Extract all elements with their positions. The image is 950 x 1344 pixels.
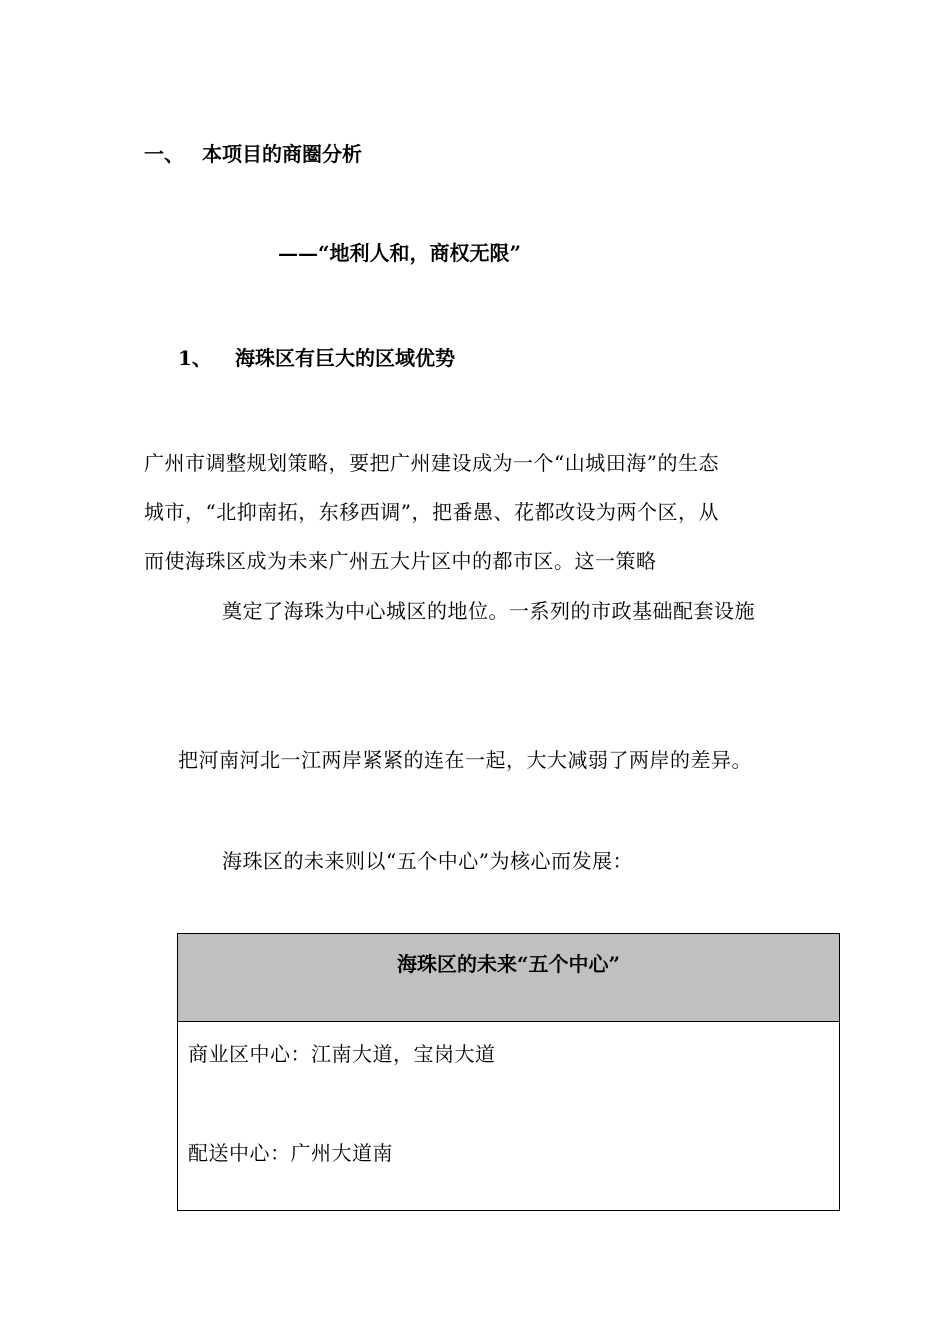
table-header-text: 海珠区的未来“五个中心” bbox=[396, 952, 620, 976]
paragraph: 把河南河北一江两岸紧紧的连在一起，大大减弱了两岸的差异。 bbox=[178, 748, 752, 772]
subsection-title: 海珠区有巨大的区域优势 bbox=[235, 346, 455, 370]
paragraph-line: 城市，“北抑南拓，东移西调”，把番愚、花都改设为两个区，从 bbox=[144, 500, 719, 524]
section-title: 本项目的商圈分析 bbox=[202, 142, 362, 166]
five-centers-table bbox=[177, 933, 840, 1211]
subsection-number: 1、 bbox=[178, 346, 212, 370]
table-item: 商业区中心：江南大道，宝岗大道 bbox=[188, 1042, 496, 1066]
section-heading bbox=[144, 138, 362, 167]
paragraph: 海珠区的未来则以“五个中心”为核心而发展： bbox=[222, 849, 633, 873]
section-number: 一、 bbox=[144, 142, 184, 166]
table-header bbox=[178, 934, 839, 1022]
subsection-heading bbox=[178, 342, 455, 371]
paragraph-line: 奠定了海珠为中心城区的地位。一系列的市政基础配套设施 bbox=[222, 599, 755, 623]
paragraph-line: 而使海珠区成为未来广州五大片区中的都市区。这一策略 bbox=[144, 549, 657, 573]
paragraph-line: 广州市调整规划策略，要把广州建设成为一个“山城田海”的生态 bbox=[144, 451, 719, 475]
section-subtitle: ——“地利人和，商权无限” bbox=[278, 241, 522, 265]
table-item: 配送中心：广州大道南 bbox=[188, 1141, 393, 1165]
